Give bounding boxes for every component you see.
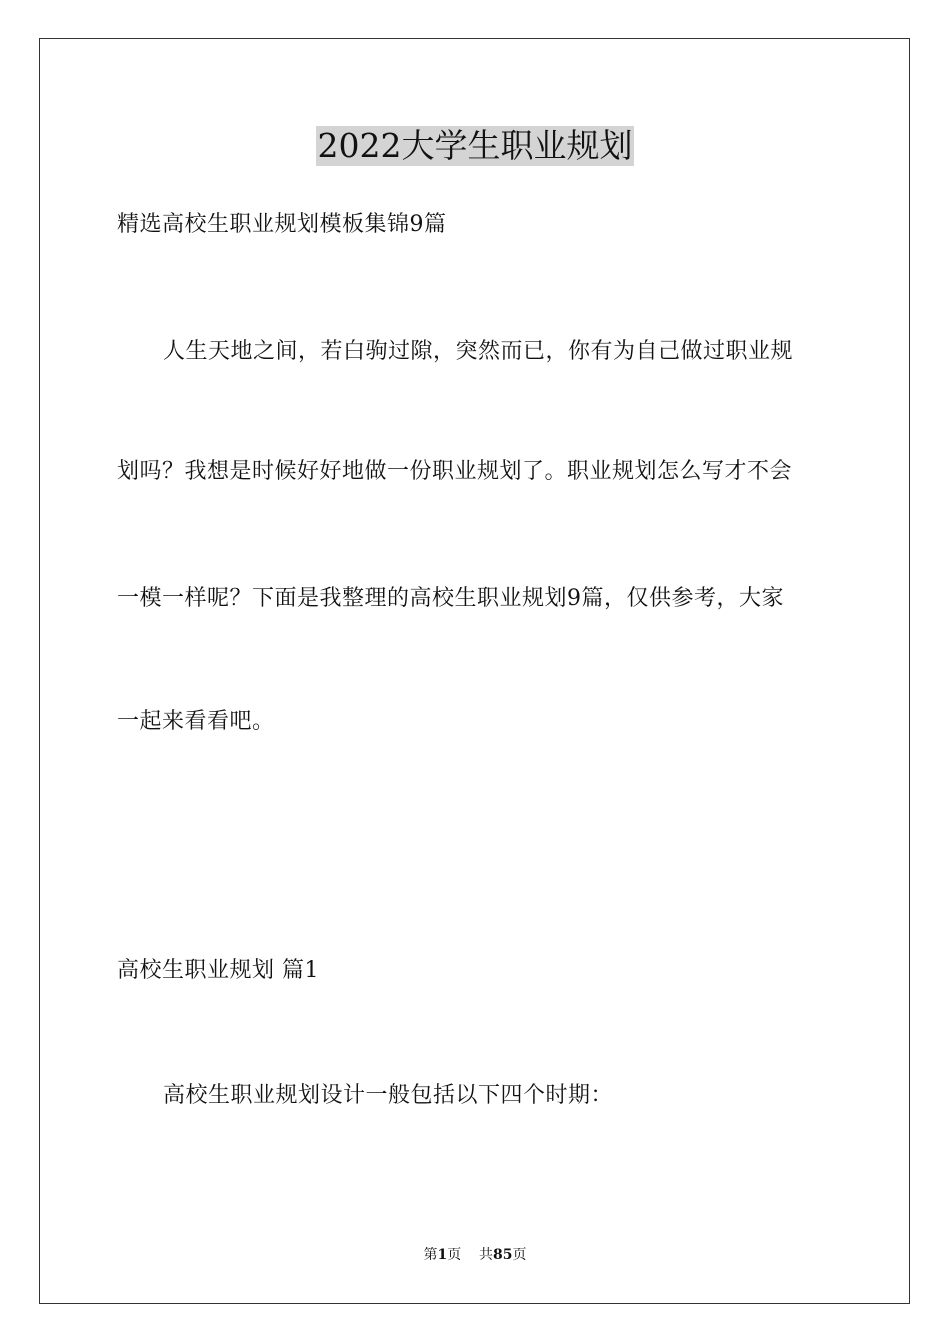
intro-line-2: 划吗？我想是时候好好地做一份职业规划了。职业规划怎么写才不会: [117, 459, 793, 484]
document-subtitle: 精选高校生职业规划模板集锦9篇: [117, 212, 447, 237]
footer-total-pages: 85: [493, 1247, 513, 1263]
footer-total-prefix: 共: [479, 1247, 494, 1263]
title-container: [0, 126, 950, 166]
section-heading: 高校生职业规划 篇1: [117, 958, 319, 983]
page-footer: [0, 1246, 950, 1264]
section-first-line: 高校生职业规划设计一般包括以下四个时期：: [163, 1083, 614, 1108]
intro-line-1: 人生天地之间，若白驹过隙，突然而已，你有为自己做过职业规: [163, 339, 794, 364]
footer-total-suffix: 页: [512, 1247, 527, 1263]
intro-line-4: 一起来看看吧。: [117, 709, 275, 734]
footer-page-suffix: 页: [447, 1247, 462, 1263]
intro-line-3: 一模一样呢？下面是我整理的高校生职业规划9篇，仅供参考，大家: [117, 586, 784, 611]
document-title[interactable]: 2022大学生职业规划: [317, 126, 633, 165]
footer-page-number: 1: [437, 1247, 448, 1263]
footer-page-prefix: 第: [423, 1247, 438, 1263]
